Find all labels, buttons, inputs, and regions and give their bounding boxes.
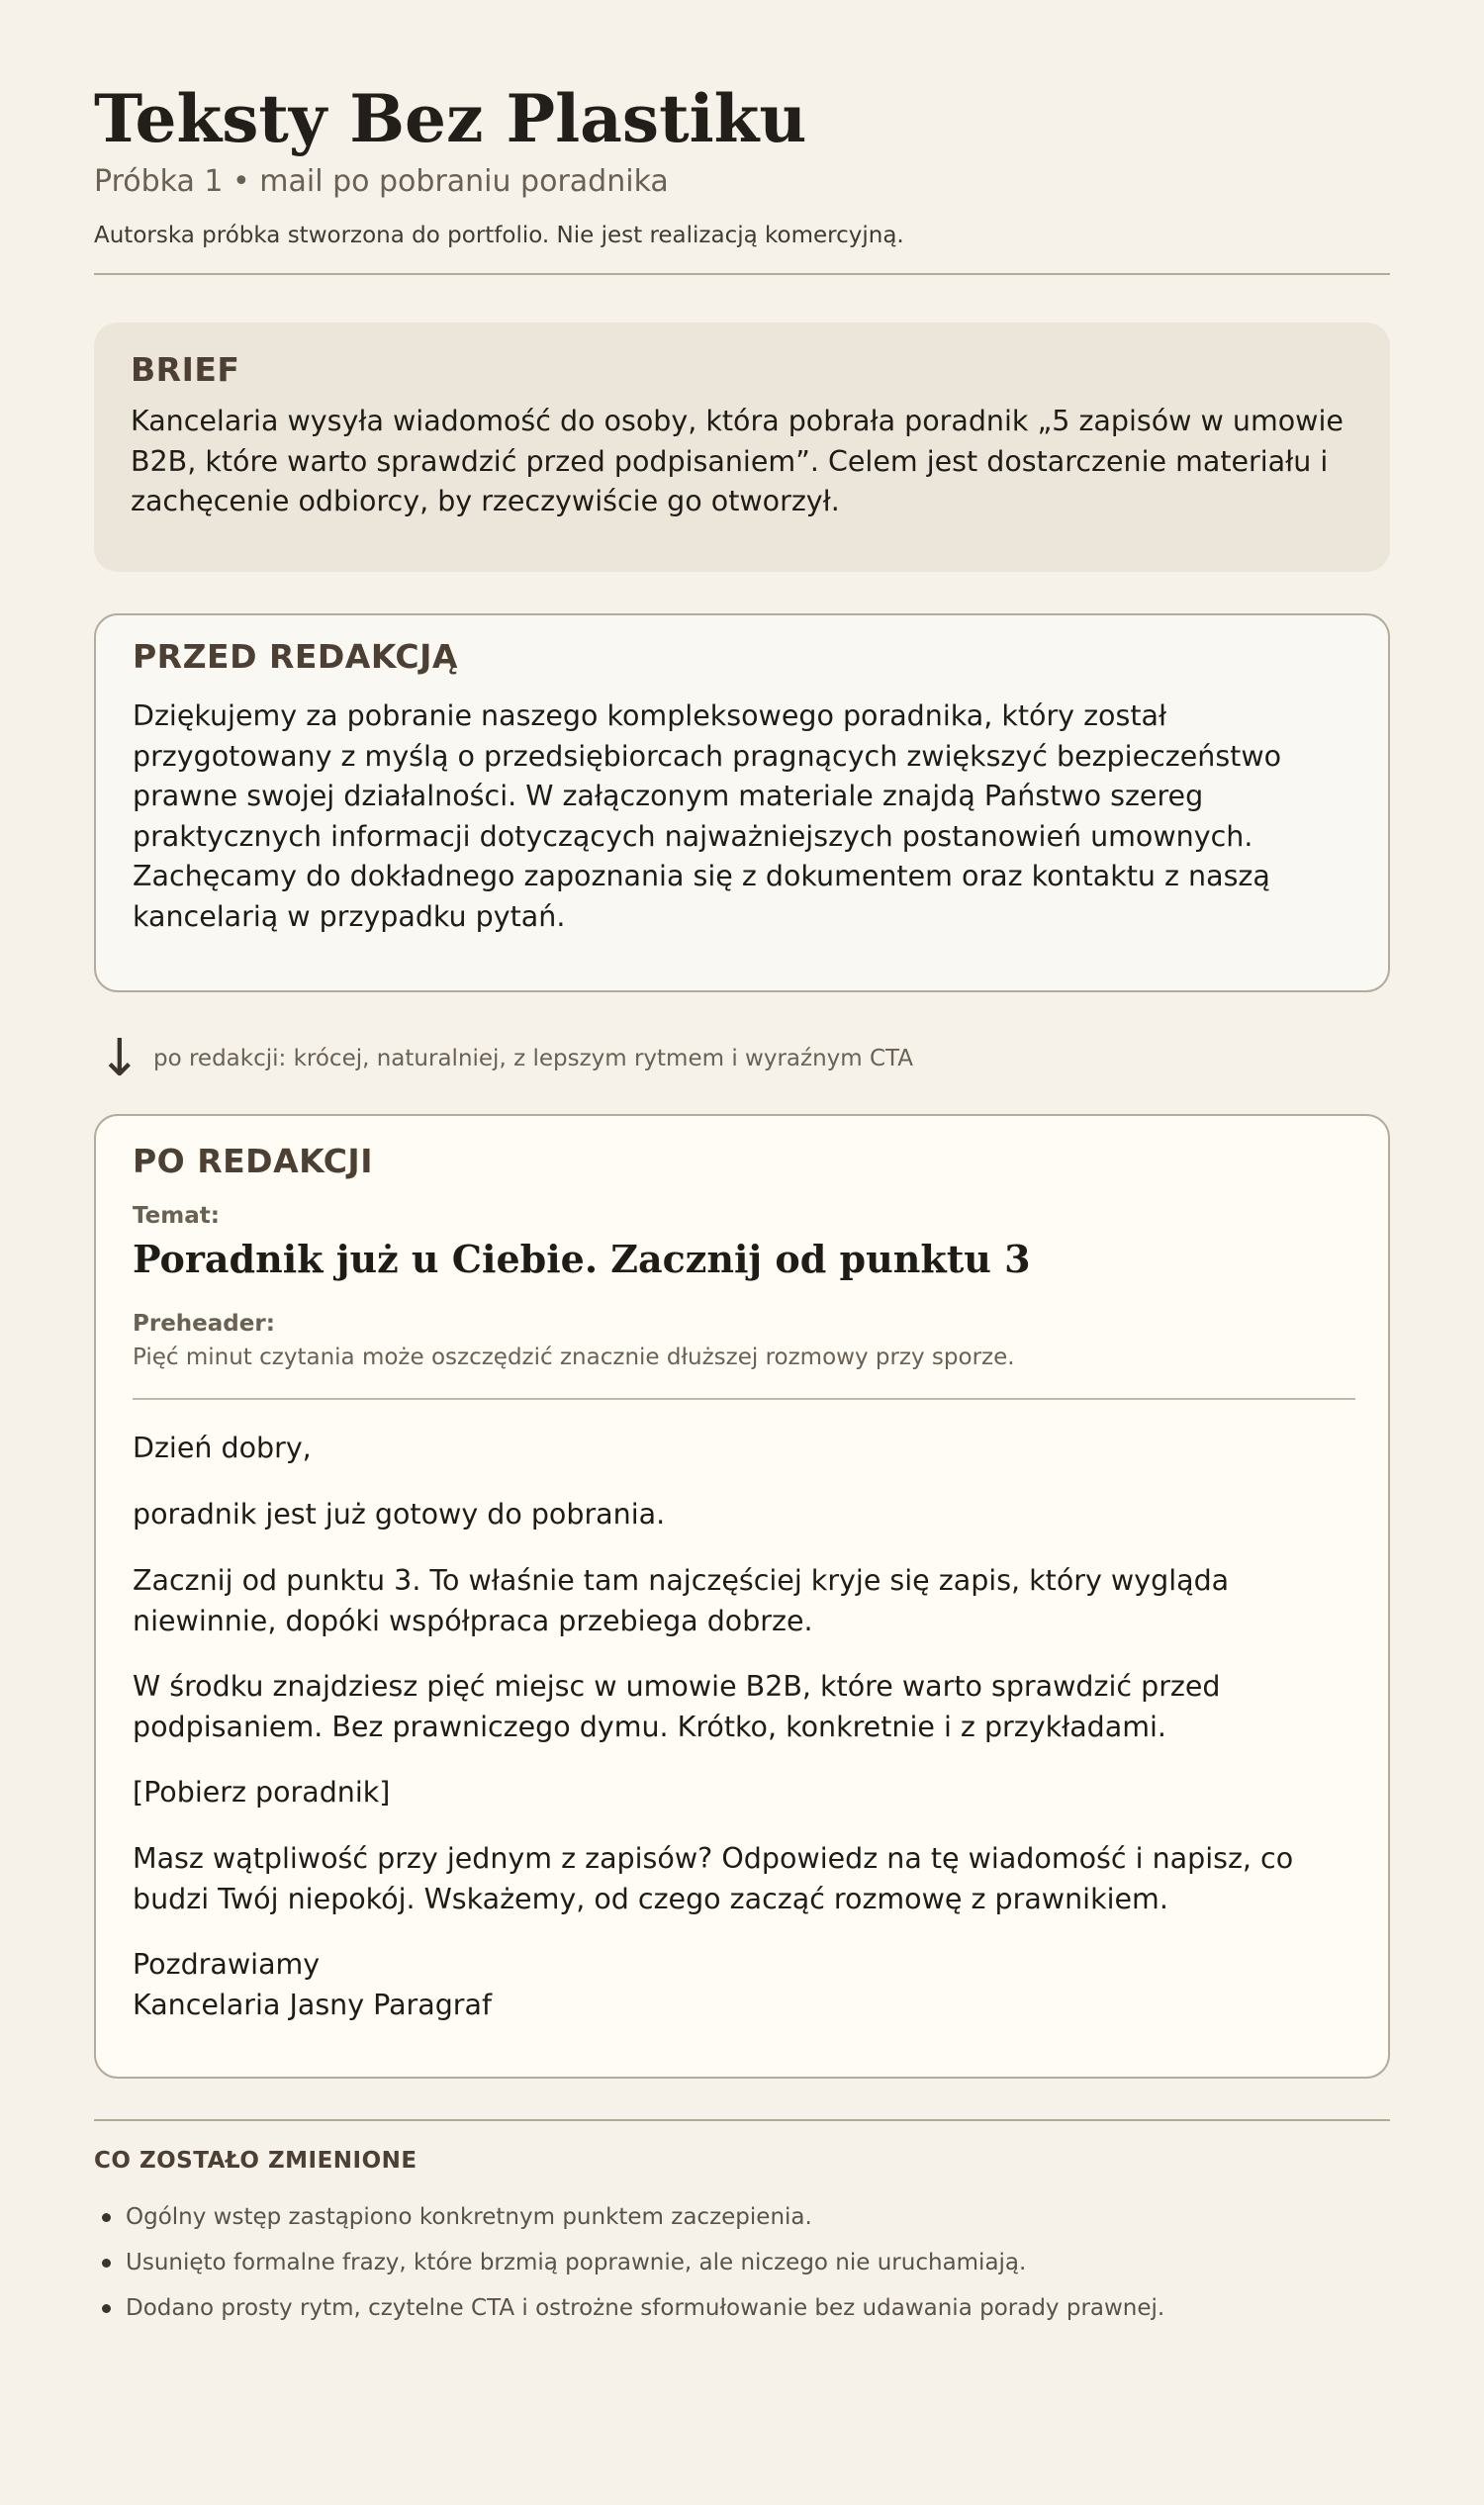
page-title: Teksty Bez Plastiku xyxy=(94,80,807,157)
arrow-down-icon: ↓ xyxy=(98,1029,141,1088)
preheader-label: Preheader: xyxy=(133,1311,275,1337)
page-subtitle: Próbka 1 • mail po pobraniu poradnika xyxy=(94,164,669,199)
transition-row xyxy=(94,1029,1390,1088)
email-preheader: Pięć minut czytania może oszczędzić znacznie dłuższej rozmowy przy sporze. xyxy=(133,1345,1015,1370)
subject-label: Temat: xyxy=(133,1203,220,1229)
email-paragraph-2: Zacznij od punktu 3. To właśnie tam najczęściej kryje się zapis, który wygląda niewinnie, dopóki współpraca przebiega dobrze. xyxy=(133,1564,1230,1637)
brief-text: Kancelaria wysyła wiadomość do osoby, która pobrała poradnik „5 zapisów w umowie B2B, które warto sprawdzić przed podpisaniem”. Celem jest dostarczenie materiału i zachęcenie odbiorcy, by rzeczywiście go otworzył. xyxy=(131,405,1344,517)
list-item: Usunięto formalne frazy, które brzmią poprawnie, ale niczego nie uruchamiają. xyxy=(94,2240,1390,2285)
changes-list xyxy=(94,2194,1390,2331)
after-edit-label: PO REDAKCJI xyxy=(133,1142,373,1180)
email-greeting: Dzień dobry, xyxy=(133,1432,312,1464)
before-edit-text: Dziękujemy za pobranie naszego kompleksowego poradnika, który został przygotowany z myślą o przedsiębiorcach pragnących zwiększyć bezpieczeństwo prawne swojej działalności. W załączonym materiale znajdą Państwo szereg praktycznych informacji dotyczących najważniejszych postanowień umownych. Zachęcamy do dokładnego zapoznania się z dokumentem oraz kontaktu z naszą kancelarią w przypadku pytań. xyxy=(133,699,1282,933)
email-paragraph-4: Masz wątpliwość przy jednym z zapisów? Odpowiedz na tę wiadomość i napisz, co budzi Twój niepokój. Wskażemy, od czego zacząć rozmowę z prawnikiem. xyxy=(133,1842,1294,1915)
transition-note: po redakcji: krócej, naturalniej, z lepszym rytmem i wyraźnym CTA xyxy=(153,1046,914,1071)
brief-label: BRIEF xyxy=(131,350,240,389)
email-divider xyxy=(133,1398,1355,1400)
changes-divider xyxy=(94,2119,1390,2121)
disclaimer: Autorska próbka stworzona do portfolio. Nie jest realizacją komercyjną. xyxy=(94,223,904,248)
email-paragraph-1: poradnik jest już gotowy do pobrania. xyxy=(133,1498,666,1531)
email-cta: [Pobierz poradnik] xyxy=(133,1776,391,1809)
email-paragraph-3: W środku znajdziesz pięć miejsc w umowie B2B, które warto sprawdzić przed podpisaniem. Bez prawniczego dymu. Krótko, konkretnie i z przykładami. xyxy=(133,1670,1221,1743)
header-divider xyxy=(94,273,1390,275)
before-edit-card xyxy=(94,613,1390,992)
email-signoff: Pozdrawiamy Kancelaria Jasny Paragraf xyxy=(133,1948,493,2021)
email-subject: Poradnik już u Ciebie. Zacznij od punktu 3 xyxy=(133,1237,1031,1281)
list-item: Dodano prosty rytm, czytelne CTA i ostrożne sformułowanie bez udawania porady prawnej. xyxy=(94,2285,1390,2331)
brief-panel xyxy=(94,323,1390,572)
before-edit-label: PRZED REDAKCJĄ xyxy=(133,637,458,676)
after-edit-card xyxy=(94,1114,1390,2079)
list-item: Ogólny wstęp zastąpiono konkretnym punktem zaczepienia. xyxy=(94,2194,1390,2240)
changes-heading: CO ZOSTAŁO ZMIENIONE xyxy=(94,2148,417,2174)
